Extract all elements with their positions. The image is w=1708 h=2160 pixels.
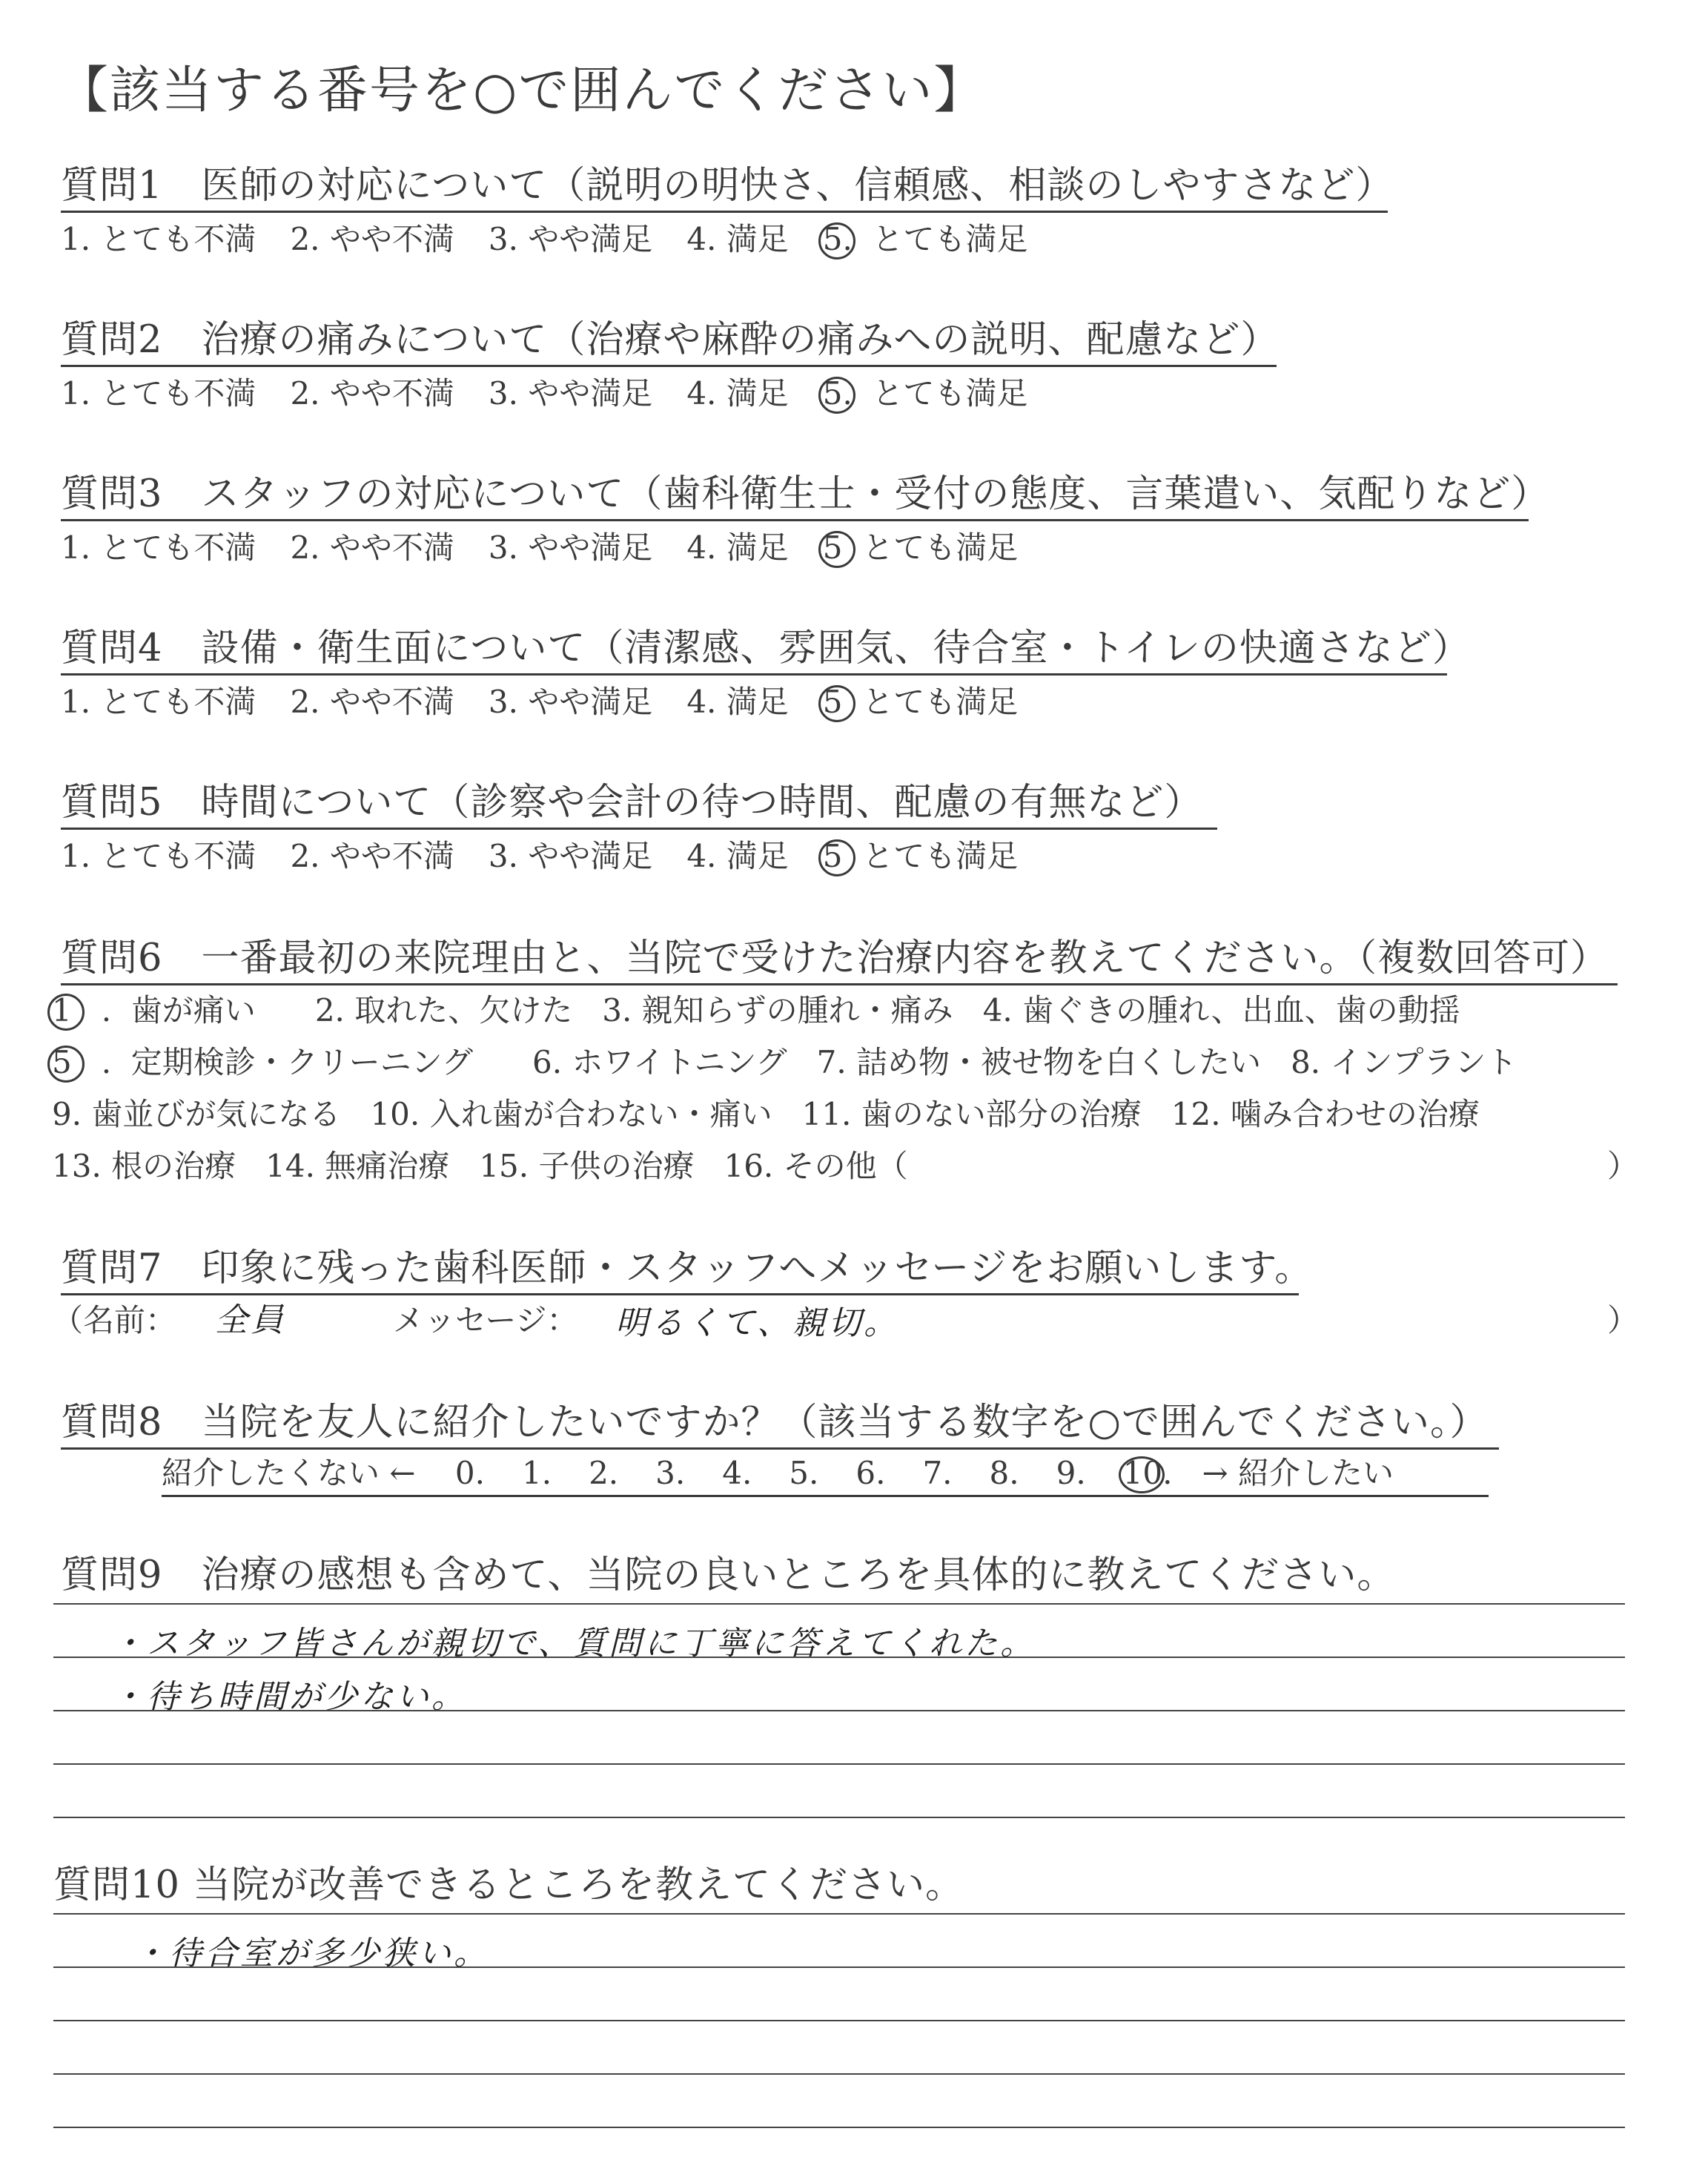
option-dentures[interactable]: 10. 入れ歯が合わない・痛い xyxy=(370,1096,772,1132)
scale-left-label: 紹介したくない ← xyxy=(162,1455,416,1491)
q9-answer-1[interactable]: ・スタッフ皆さんが親切で、質問に丁寧に答えてくれた。 xyxy=(111,1625,1036,1662)
scale-3[interactable]: 3. xyxy=(655,1455,686,1491)
question-1-title: 質問1 医師の対応について（説明の明快さ、信頼感、相談のしやすさなど） xyxy=(61,154,1388,213)
option-3[interactable]: 3. やや満足 xyxy=(488,838,653,874)
option-implant[interactable]: 8. インプラント xyxy=(1291,1044,1517,1080)
question-8-title: 質問8 当院を友人に紹介したいですか？（該当する数字を○で囲んでください。） xyxy=(61,1391,1499,1450)
answer-line xyxy=(53,1817,1625,1818)
circled-number: 5 xyxy=(52,1044,72,1080)
option-4[interactable]: 4. 満足 xyxy=(686,838,789,874)
question-2-options xyxy=(61,369,1062,414)
option-1[interactable]: 1. とても不満 xyxy=(61,529,256,566)
circled-number: 5 xyxy=(822,838,843,874)
name-label: （名前： xyxy=(52,1302,177,1338)
question-3-title: 質問3 スタッフの対応について（歯科衛生士・受付の態度、言葉遣い、気配りなど） xyxy=(61,463,1529,521)
question-6-row-1 xyxy=(52,986,1490,1031)
option-fillings[interactable]: 7. 詰め物・被せ物を白くしたい xyxy=(816,1044,1262,1080)
option-gum[interactable]: 4. 歯ぐきの腫れ、出血、歯の動揺 xyxy=(982,992,1460,1028)
option-wisdom-tooth[interactable]: 3. 親知らずの腫れ・痛み xyxy=(602,992,953,1028)
option-children[interactable]: 15. 子供の治療 xyxy=(479,1148,695,1184)
question-4-options xyxy=(61,678,1052,722)
option-3[interactable]: 3. やや満足 xyxy=(488,375,653,412)
other-close-paren: ） xyxy=(1607,1148,1639,1184)
option-painless[interactable]: 14. 無痛治療 xyxy=(265,1148,450,1184)
recommend-scale xyxy=(162,1449,1489,1497)
answer-line xyxy=(53,1710,1625,1711)
scale-9[interactable]: 9. xyxy=(1056,1455,1086,1491)
question-10-title: 質問10 当院が改善できるところを教えてください。 xyxy=(53,1863,964,1907)
question-2-title: 質問2 治療の痛みについて（治療や麻酔の痛みへの説明、配慮など） xyxy=(61,308,1277,367)
answer-line xyxy=(53,1966,1625,1968)
scale-5[interactable]: 5. xyxy=(789,1455,819,1491)
question-3-options xyxy=(61,524,1052,568)
question-6-title: 質問6 一番最初の来院理由と、当院で受けた治療内容を教えてください。（複数回答可） xyxy=(61,927,1618,985)
scale-8[interactable]: 8. xyxy=(989,1455,1019,1491)
name-value[interactable]: 全員 xyxy=(215,1301,286,1339)
option-2[interactable]: 2. やや不満 xyxy=(290,221,454,257)
message-value[interactable]: 明るくて、親切。 xyxy=(615,1304,900,1342)
circled-number: 5 xyxy=(822,684,843,720)
scale-6[interactable]: 6. xyxy=(855,1455,886,1491)
answer-line xyxy=(53,2073,1625,2075)
option-5-selected[interactable]: 5 とても満足 xyxy=(822,684,1019,720)
scale-7[interactable]: 7. xyxy=(922,1455,953,1491)
option-missing-teeth[interactable]: 11. 歯のない部分の治療 xyxy=(801,1096,1142,1132)
option-1[interactable]: 1. とても不満 xyxy=(61,375,256,412)
question-1-options xyxy=(61,215,1062,260)
scale-0[interactable]: 0. xyxy=(454,1455,485,1491)
option-1[interactable]: 1. とても不満 xyxy=(61,684,256,720)
option-4[interactable]: 4. 満足 xyxy=(686,375,789,412)
answer-line xyxy=(53,1763,1625,1765)
option-5-selected[interactable]: 5. とても満足 xyxy=(822,221,1028,257)
option-3[interactable]: 3. やや満足 xyxy=(488,684,653,720)
option-2[interactable]: 2. やや不満 xyxy=(290,375,454,412)
option-3[interactable]: 3. やや満足 xyxy=(488,221,653,257)
option-alignment[interactable]: 9. 歯並びが気になる xyxy=(52,1096,341,1132)
option-4[interactable]: 4. 満足 xyxy=(686,684,789,720)
scale-2[interactable]: 2. xyxy=(589,1455,619,1491)
question-6-row-3 xyxy=(52,1090,1509,1135)
question-6-row-4 xyxy=(52,1142,938,1186)
message-label: メッセージ： xyxy=(393,1302,578,1338)
option-whitening[interactable]: 6. ホワイトニング xyxy=(532,1044,787,1080)
question-5-title: 質問5 時間について（診察や会計の待つ時間、配慮の有無など） xyxy=(61,771,1217,830)
question-4-title: 質問4 設備・衛生面について（清潔感、雰囲気、待合室・トイレの快適さなど） xyxy=(61,617,1447,676)
form-header: 【該当する番号を○で囲んでください】 xyxy=(58,62,986,120)
option-5-selected[interactable]: 5. とても満足 xyxy=(822,375,1028,412)
option-root[interactable]: 13. 根の治療 xyxy=(52,1148,236,1184)
scale-1[interactable]: 1. xyxy=(521,1455,552,1491)
option-2[interactable]: 2. やや不満 xyxy=(290,838,454,874)
answer-line xyxy=(53,1913,1625,1915)
scale-4[interactable]: 4. xyxy=(722,1455,752,1491)
question-9-title: 質問9 治療の感想も含めて、当院の良いところを具体的に教えてください。 xyxy=(61,1553,1396,1597)
answer-line xyxy=(53,1603,1625,1605)
circled-number: 5 xyxy=(822,221,843,257)
answer-line xyxy=(53,1657,1625,1658)
q9-answer-2[interactable]: ・待ち時間が少ない。 xyxy=(111,1678,467,1716)
option-other[interactable]: 16. その他（ xyxy=(724,1148,908,1184)
option-1[interactable]: 1. とても不満 xyxy=(61,221,256,257)
option-checkup-selected[interactable]: 5 . 定期検診・クリーニング xyxy=(52,1044,473,1080)
message-close-paren: ） xyxy=(1607,1302,1639,1338)
option-bite[interactable]: 12. 噛み合わせの治療 xyxy=(1171,1096,1480,1132)
scale-10-selected[interactable]: 10. xyxy=(1122,1455,1173,1491)
option-1[interactable]: 1. とても不満 xyxy=(61,838,256,874)
answer-line xyxy=(53,2020,1625,2021)
option-3[interactable]: 3. やや満足 xyxy=(488,529,653,566)
circled-number: 5 xyxy=(822,375,843,412)
q10-answer-1[interactable]: ・待合室が多少狭い。 xyxy=(133,1935,489,1972)
option-5-selected[interactable]: 5 とても満足 xyxy=(822,838,1019,874)
circled-number: 5 xyxy=(822,529,843,566)
option-2[interactable]: 2. やや不満 xyxy=(290,684,454,720)
question-7-title: 質問7 印象に残った歯科医師・スタッフへメッセージをお願いします。 xyxy=(61,1237,1299,1295)
option-toothache-selected[interactable]: 1 . 歯が痛い xyxy=(52,992,256,1028)
question-6-row-2 xyxy=(52,1038,1547,1083)
option-5-selected[interactable]: 5 とても満足 xyxy=(822,529,1019,566)
answer-line xyxy=(53,2127,1625,2128)
option-2[interactable]: 2. やや不満 xyxy=(290,529,454,566)
option-4[interactable]: 4. 満足 xyxy=(686,529,789,566)
circled-number: 10 xyxy=(1122,1455,1163,1491)
option-broken[interactable]: 2. 取れた、欠けた xyxy=(314,992,573,1028)
scale-right-label: → 紹介したい xyxy=(1202,1455,1394,1491)
question-5-options xyxy=(61,832,1052,876)
option-4[interactable]: 4. 満足 xyxy=(686,221,789,257)
circled-number: 1 xyxy=(52,992,72,1028)
